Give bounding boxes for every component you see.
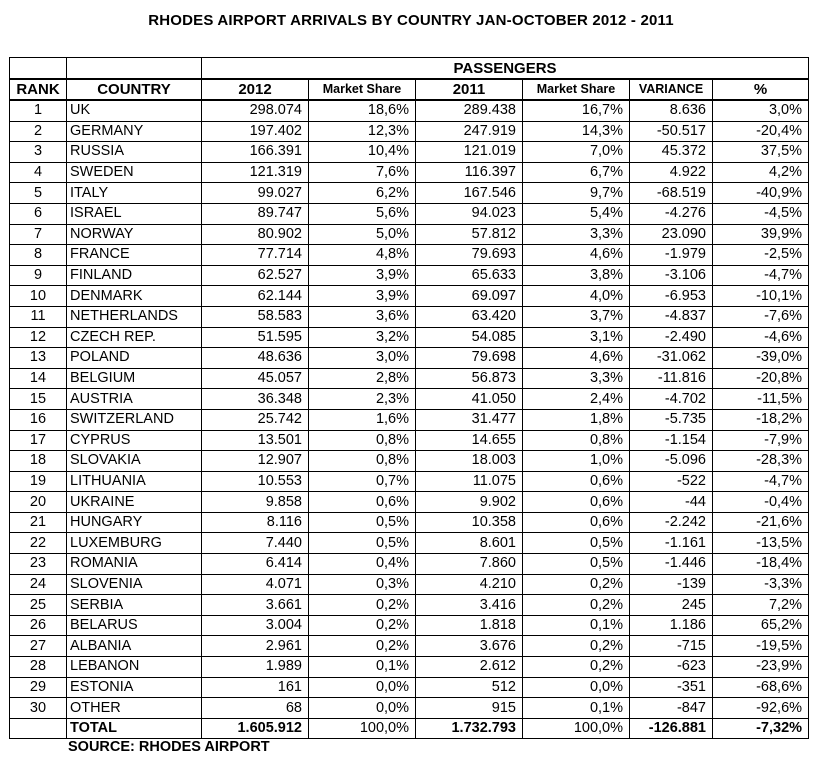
table-row [10,471,809,492]
share-2012-cell: 3,9% [309,286,416,307]
header-2011: 2011 [416,79,523,100]
share-2011-cell: 0,6% [523,471,630,492]
total-pax-2012-cell: 1.605.912 [202,718,309,739]
share-2011-cell: 2,4% [523,389,630,410]
header-variance: VARIANCE [630,79,713,100]
table-row [10,451,809,472]
pax-2012-cell: 58.583 [202,306,309,327]
percent-cell: -4,5% [713,203,809,224]
rank-cell: 5 [10,183,67,204]
share-2011-cell: 0,6% [523,492,630,513]
pax-2011-cell: 41.050 [416,389,523,410]
country-cell: HUNGARY [67,512,202,533]
variance-cell: 245 [630,595,713,616]
pax-2012-cell: 36.348 [202,389,309,410]
rank-cell: 1 [10,100,67,121]
pax-2011-cell: 2.612 [416,657,523,678]
pax-2011-cell: 8.601 [416,533,523,554]
table-row [10,265,809,286]
country-cell: ALBANIA [67,636,202,657]
table-row [10,224,809,245]
percent-cell: -21,6% [713,512,809,533]
share-2012-cell: 3,6% [309,306,416,327]
share-2011-cell: 3,7% [523,306,630,327]
country-cell: AUSTRIA [67,389,202,410]
share-2012-cell: 0,5% [309,533,416,554]
header-percent: % [713,79,809,100]
share-2012-cell: 10,4% [309,142,416,163]
share-2012-cell: 0,2% [309,636,416,657]
percent-cell: 4,2% [713,162,809,183]
header-market-share-2012: Market Share [309,79,416,100]
share-2011-cell: 4,6% [523,348,630,369]
table-row [10,100,809,121]
variance-cell: 4.922 [630,162,713,183]
percent-cell: 3,0% [713,100,809,121]
pax-2012-cell: 161 [202,677,309,698]
pax-2012-cell: 51.595 [202,327,309,348]
share-2012-cell: 5,6% [309,203,416,224]
country-cell: LEBANON [67,657,202,678]
variance-cell: -44 [630,492,713,513]
variance-cell: -50.517 [630,121,713,142]
country-cell: SLOVAKIA [67,451,202,472]
country-cell: GERMANY [67,121,202,142]
pax-2012-cell: 1.989 [202,657,309,678]
percent-cell: 39,9% [713,224,809,245]
country-cell: UKRAINE [67,492,202,513]
share-2011-cell: 14,3% [523,121,630,142]
rank-cell: 29 [10,677,67,698]
share-2011-cell: 0,2% [523,636,630,657]
share-2012-cell: 2,3% [309,389,416,410]
variance-cell: -4.702 [630,389,713,410]
percent-cell: -40,9% [713,183,809,204]
pax-2012-cell: 68 [202,698,309,719]
share-2011-cell: 0,1% [523,698,630,719]
table-row [10,142,809,163]
rank-cell: 30 [10,698,67,719]
percent-cell: -4,7% [713,471,809,492]
share-2011-cell: 3,3% [523,224,630,245]
pax-2011-cell: 1.818 [416,615,523,636]
table-row [10,492,809,513]
share-2011-cell: 1,8% [523,409,630,430]
table-row [10,409,809,430]
variance-cell: -351 [630,677,713,698]
variance-cell: -4.276 [630,203,713,224]
rank-cell: 14 [10,368,67,389]
pax-2011-cell: 3.676 [416,636,523,657]
variance-cell: -1.446 [630,554,713,575]
pax-2011-cell: 54.085 [416,327,523,348]
country-cell: SWEDEN [67,162,202,183]
percent-cell: -4,7% [713,265,809,286]
table-row [10,430,809,451]
total-percent-cell: -7,32% [713,718,809,739]
country-cell: CZECH REP. [67,327,202,348]
table-row [10,698,809,719]
table-row [10,286,809,307]
rank-cell: 4 [10,162,67,183]
country-cell: POLAND [67,348,202,369]
header-2012: 2012 [202,79,309,100]
share-2011-cell: 9,7% [523,183,630,204]
percent-cell: -13,5% [713,533,809,554]
share-2012-cell: 4,8% [309,245,416,266]
pax-2012-cell: 7.440 [202,533,309,554]
pax-2012-cell: 13.501 [202,430,309,451]
share-2012-cell: 12,3% [309,121,416,142]
country-cell: SLOVENIA [67,574,202,595]
pax-2012-cell: 197.402 [202,121,309,142]
table-row [10,183,809,204]
table-row [10,533,809,554]
table-row [10,677,809,698]
share-2011-cell: 3,1% [523,327,630,348]
pax-2011-cell: 65.633 [416,265,523,286]
percent-cell: -20,8% [713,368,809,389]
rank-cell: 12 [10,327,67,348]
pax-2012-cell: 99.027 [202,183,309,204]
pax-2011-cell: 31.477 [416,409,523,430]
percent-cell: -39,0% [713,348,809,369]
pax-2011-cell: 63.420 [416,306,523,327]
pax-2011-cell: 247.919 [416,121,523,142]
pax-2012-cell: 62.144 [202,286,309,307]
rank-cell: 3 [10,142,67,163]
share-2012-cell: 0,3% [309,574,416,595]
share-2011-cell: 3,8% [523,265,630,286]
share-2012-cell: 0,8% [309,451,416,472]
pax-2011-cell: 79.693 [416,245,523,266]
country-cell: NETHERLANDS [67,306,202,327]
total-share-2011-cell: 100,0% [523,718,630,739]
pax-2011-cell: 9.902 [416,492,523,513]
country-cell: ISRAEL [67,203,202,224]
variance-cell: -68.519 [630,183,713,204]
total-variance-cell: -126.881 [630,718,713,739]
percent-cell: 37,5% [713,142,809,163]
country-cell: LUXEMBURG [67,533,202,554]
share-2012-cell: 0,8% [309,430,416,451]
share-2011-cell: 1,0% [523,451,630,472]
share-2012-cell: 0,7% [309,471,416,492]
variance-cell: -3.106 [630,265,713,286]
variance-cell: -847 [630,698,713,719]
pax-2012-cell: 89.747 [202,203,309,224]
share-2011-cell: 0,2% [523,595,630,616]
variance-cell: -2.242 [630,512,713,533]
header-market-share-2011: Market Share [523,79,630,100]
pax-2012-cell: 8.116 [202,512,309,533]
rank-cell: 23 [10,554,67,575]
country-cell: OTHER [67,698,202,719]
rank-cell: 24 [10,574,67,595]
rank-cell: 6 [10,203,67,224]
variance-cell: -11.816 [630,368,713,389]
pax-2011-cell: 56.873 [416,368,523,389]
share-2011-cell: 0,5% [523,533,630,554]
share-2011-cell: 0,0% [523,677,630,698]
variance-cell: -5.096 [630,451,713,472]
rank-cell: 16 [10,409,67,430]
share-2012-cell: 0,0% [309,698,416,719]
rank-cell: 27 [10,636,67,657]
total-rank-cell [10,718,67,739]
pax-2011-cell: 10.358 [416,512,523,533]
rank-cell: 10 [10,286,67,307]
pax-2011-cell: 915 [416,698,523,719]
table-row [10,595,809,616]
table-row [10,512,809,533]
table-row [10,657,809,678]
share-2011-cell: 16,7% [523,100,630,121]
share-2012-cell: 7,6% [309,162,416,183]
pax-2011-cell: 116.397 [416,162,523,183]
share-2012-cell: 0,5% [309,512,416,533]
rank-cell: 7 [10,224,67,245]
share-2011-cell: 0,6% [523,512,630,533]
pax-2011-cell: 167.546 [416,183,523,204]
rank-cell: 2 [10,121,67,142]
table-body [10,100,809,739]
rank-cell: 26 [10,615,67,636]
country-cell: ESTONIA [67,677,202,698]
rank-cell: 9 [10,265,67,286]
variance-cell: -715 [630,636,713,657]
percent-cell: -7,6% [713,306,809,327]
variance-cell: 45.372 [630,142,713,163]
share-2011-cell: 0,1% [523,615,630,636]
column-header-row [10,79,809,100]
total-row [10,718,809,739]
pax-2011-cell: 3.416 [416,595,523,616]
table-row [10,121,809,142]
share-2011-cell: 6,7% [523,162,630,183]
rank-cell: 28 [10,657,67,678]
pax-2011-cell: 94.023 [416,203,523,224]
table-row [10,245,809,266]
percent-cell: -10,1% [713,286,809,307]
pax-2012-cell: 3.004 [202,615,309,636]
pax-2012-cell: 166.391 [202,142,309,163]
pax-2012-cell: 298.074 [202,100,309,121]
pax-2012-cell: 62.527 [202,265,309,286]
pax-2011-cell: 512 [416,677,523,698]
country-cell: UK [67,100,202,121]
rank-cell: 22 [10,533,67,554]
pax-2012-cell: 48.636 [202,348,309,369]
percent-cell: -92,6% [713,698,809,719]
table-row [10,574,809,595]
country-cell: SERBIA [67,595,202,616]
share-2012-cell: 3,2% [309,327,416,348]
table-row [10,389,809,410]
share-2012-cell: 0,2% [309,615,416,636]
share-2012-cell: 0,2% [309,595,416,616]
variance-cell: -623 [630,657,713,678]
percent-cell: -68,6% [713,677,809,698]
country-cell: BELARUS [67,615,202,636]
country-cell: ROMANIA [67,554,202,575]
percent-cell: -2,5% [713,245,809,266]
total-pax-2011-cell: 1.732.793 [416,718,523,739]
country-cell: FINLAND [67,265,202,286]
share-2011-cell: 0,2% [523,657,630,678]
share-2012-cell: 18,6% [309,100,416,121]
pax-2012-cell: 6.414 [202,554,309,575]
country-cell: FRANCE [67,245,202,266]
total-country-cell: TOTAL [67,718,202,739]
variance-cell: -31.062 [630,348,713,369]
rank-cell: 21 [10,512,67,533]
header-rank: RANK [10,79,67,100]
variance-cell: -4.837 [630,306,713,327]
share-2012-cell: 6,2% [309,183,416,204]
variance-cell: -2.490 [630,327,713,348]
variance-cell: 23.090 [630,224,713,245]
table-row [10,348,809,369]
variance-cell: -522 [630,471,713,492]
rank-cell: 18 [10,451,67,472]
table-row [10,306,809,327]
percent-cell: -23,9% [713,657,809,678]
share-2011-cell: 7,0% [523,142,630,163]
country-cell: SWITZERLAND [67,409,202,430]
percent-cell: -11,5% [713,389,809,410]
table-row [10,554,809,575]
rank-cell: 19 [10,471,67,492]
percent-cell: -19,5% [713,636,809,657]
share-2012-cell: 3,9% [309,265,416,286]
pax-2011-cell: 11.075 [416,471,523,492]
share-2011-cell: 4,0% [523,286,630,307]
share-2011-cell: 0,5% [523,554,630,575]
share-2011-cell: 4,6% [523,245,630,266]
share-2012-cell: 5,0% [309,224,416,245]
percent-cell: -4,6% [713,327,809,348]
pax-2011-cell: 14.655 [416,430,523,451]
arrivals-table [9,57,809,739]
country-cell: RUSSIA [67,142,202,163]
table-row [10,368,809,389]
share-2012-cell: 2,8% [309,368,416,389]
pax-2011-cell: 121.019 [416,142,523,163]
country-cell: CYPRUS [67,430,202,451]
pax-2011-cell: 4.210 [416,574,523,595]
percent-cell: 7,2% [713,595,809,616]
variance-cell: 1.186 [630,615,713,636]
variance-cell: -5.735 [630,409,713,430]
rank-cell: 11 [10,306,67,327]
pax-2012-cell: 10.553 [202,471,309,492]
pax-2012-cell: 80.902 [202,224,309,245]
header-country: COUNTRY [67,79,202,100]
rank-cell: 15 [10,389,67,410]
table-row [10,162,809,183]
share-2012-cell: 0,4% [309,554,416,575]
pax-2012-cell: 3.661 [202,595,309,616]
share-2012-cell: 0,6% [309,492,416,513]
total-share-2012-cell: 100,0% [309,718,416,739]
share-2012-cell: 0,1% [309,657,416,678]
passengers-group-header: PASSENGERS [202,58,809,80]
share-2011-cell: 5,4% [523,203,630,224]
pax-2012-cell: 9.858 [202,492,309,513]
share-2012-cell: 1,6% [309,409,416,430]
table-row [10,327,809,348]
variance-cell: -1.161 [630,533,713,554]
variance-cell: -6.953 [630,286,713,307]
empty-header-cell [10,58,67,80]
pax-2012-cell: 121.319 [202,162,309,183]
rank-cell: 8 [10,245,67,266]
percent-cell: -28,3% [713,451,809,472]
share-2011-cell: 0,2% [523,574,630,595]
empty-header-cell [67,58,202,80]
pax-2011-cell: 7.860 [416,554,523,575]
group-header-row [10,58,809,80]
pax-2012-cell: 12.907 [202,451,309,472]
rank-cell: 25 [10,595,67,616]
share-2012-cell: 3,0% [309,348,416,369]
pax-2011-cell: 289.438 [416,100,523,121]
variance-cell: -1.154 [630,430,713,451]
rank-cell: 17 [10,430,67,451]
table-row [10,615,809,636]
variance-cell: 8.636 [630,100,713,121]
page-title: RHODES AIRPORT ARRIVALS BY COUNTRY JAN-OCTOBER 2012 - 2011 [148,12,674,29]
percent-cell: -0,4% [713,492,809,513]
rank-cell: 13 [10,348,67,369]
pax-2011-cell: 79.698 [416,348,523,369]
share-2012-cell: 0,0% [309,677,416,698]
share-2011-cell: 0,8% [523,430,630,451]
country-cell: NORWAY [67,224,202,245]
percent-cell: -7,9% [713,430,809,451]
country-cell: ITALY [67,183,202,204]
variance-cell: -139 [630,574,713,595]
table-row [10,203,809,224]
rank-cell: 20 [10,492,67,513]
pax-2012-cell: 77.714 [202,245,309,266]
percent-cell: -3,3% [713,574,809,595]
share-2011-cell: 3,3% [523,368,630,389]
pax-2012-cell: 45.057 [202,368,309,389]
percent-cell: -18,4% [713,554,809,575]
pax-2012-cell: 4.071 [202,574,309,595]
source-note: SOURCE: RHODES AIRPORT [68,739,270,755]
country-cell: BELGIUM [67,368,202,389]
percent-cell: -18,2% [713,409,809,430]
country-cell: DENMARK [67,286,202,307]
pax-2012-cell: 2.961 [202,636,309,657]
pax-2012-cell: 25.742 [202,409,309,430]
country-cell: LITHUANIA [67,471,202,492]
pax-2011-cell: 69.097 [416,286,523,307]
percent-cell: 65,2% [713,615,809,636]
variance-cell: -1.979 [630,245,713,266]
percent-cell: -20,4% [713,121,809,142]
pax-2011-cell: 57.812 [416,224,523,245]
table-row [10,636,809,657]
pax-2011-cell: 18.003 [416,451,523,472]
